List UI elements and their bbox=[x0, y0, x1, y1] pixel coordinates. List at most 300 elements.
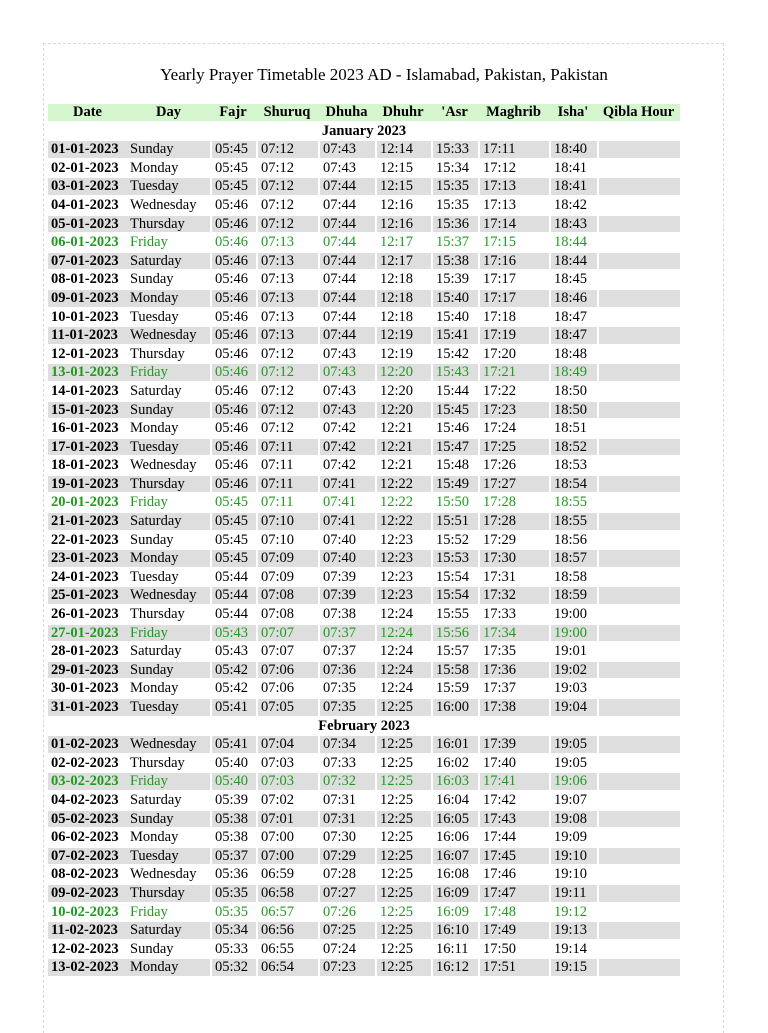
cell-fajr: 05:46 bbox=[210, 327, 256, 344]
cell-shuruq: 07:00 bbox=[256, 829, 318, 846]
cell-maghrib: 17:30 bbox=[478, 550, 549, 567]
cell-maghrib: 17:40 bbox=[478, 755, 549, 772]
cell-fajr: 05:43 bbox=[210, 643, 256, 660]
table-row bbox=[48, 253, 680, 270]
cell-date: 11-02-2023 bbox=[48, 922, 127, 939]
cell-maghrib: 17:26 bbox=[478, 457, 549, 474]
cell-asr: 15:57 bbox=[431, 643, 478, 660]
table-row bbox=[48, 680, 680, 697]
cell-dhuha: 07:39 bbox=[318, 569, 375, 586]
cell-fajr: 05:39 bbox=[210, 792, 256, 809]
header-fajr: Fajr bbox=[210, 104, 256, 121]
cell-fajr: 05:46 bbox=[210, 420, 256, 437]
cell-asr: 15:55 bbox=[431, 606, 478, 623]
cell-dhuhr: 12:25 bbox=[375, 848, 431, 865]
page-title: Yearly Prayer Timetable 2023 AD - Islamabad, Pakistan, Pakistan bbox=[160, 65, 608, 84]
cell-shuruq: 06:54 bbox=[256, 959, 318, 976]
cell-asr: 15:43 bbox=[431, 364, 478, 381]
cell-dhuha: 07:44 bbox=[318, 290, 375, 307]
cell-isha: 18:58 bbox=[549, 569, 597, 586]
cell-dhuha: 07:42 bbox=[318, 439, 375, 456]
cell-fajr: 05:46 bbox=[210, 234, 256, 251]
cell-fajr: 05:46 bbox=[210, 457, 256, 474]
table-row bbox=[48, 290, 680, 307]
cell-qibla-hour bbox=[597, 402, 680, 419]
cell-date: 09-02-2023 bbox=[48, 885, 127, 902]
header-date: Date bbox=[48, 104, 127, 121]
cell-dhuha: 07:24 bbox=[318, 941, 375, 958]
cell-dhuhr: 12:14 bbox=[375, 141, 431, 158]
cell-shuruq: 07:13 bbox=[256, 234, 318, 251]
cell-dhuhr: 12:25 bbox=[375, 885, 431, 902]
table-row bbox=[48, 755, 680, 772]
cell-dhuhr: 12:21 bbox=[375, 439, 431, 456]
cell-fajr: 05:45 bbox=[210, 550, 256, 567]
cell-dhuha: 07:35 bbox=[318, 699, 375, 716]
cell-maghrib: 17:48 bbox=[478, 904, 549, 921]
cell-dhuha: 07:43 bbox=[318, 160, 375, 177]
cell-date: 27-01-2023 bbox=[48, 625, 127, 642]
cell-dhuhr: 12:25 bbox=[375, 755, 431, 772]
cell-asr: 16:02 bbox=[431, 755, 478, 772]
cell-date: 08-01-2023 bbox=[48, 271, 127, 288]
cell-fajr: 05:45 bbox=[210, 494, 256, 511]
table-row bbox=[48, 773, 680, 790]
cell-qibla-hour bbox=[597, 271, 680, 288]
cell-date: 20-01-2023 bbox=[48, 494, 127, 511]
month-heading-row bbox=[48, 123, 680, 140]
cell-day: Friday bbox=[127, 364, 210, 381]
cell-asr: 16:03 bbox=[431, 773, 478, 790]
header-day: Day bbox=[127, 104, 210, 121]
cell-asr: 15:49 bbox=[431, 476, 478, 493]
cell-fajr: 05:41 bbox=[210, 699, 256, 716]
cell-qibla-hour bbox=[597, 811, 680, 828]
cell-dhuha: 07:44 bbox=[318, 216, 375, 233]
table-row bbox=[48, 383, 680, 400]
cell-date: 29-01-2023 bbox=[48, 662, 127, 679]
table-row bbox=[48, 848, 680, 865]
cell-isha: 18:49 bbox=[549, 364, 597, 381]
cell-date: 09-01-2023 bbox=[48, 290, 127, 307]
cell-asr: 16:09 bbox=[431, 885, 478, 902]
cell-day: Thursday bbox=[127, 346, 210, 363]
cell-isha: 19:06 bbox=[549, 773, 597, 790]
cell-asr: 15:46 bbox=[431, 420, 478, 437]
cell-date: 01-01-2023 bbox=[48, 141, 127, 158]
cell-date: 21-01-2023 bbox=[48, 513, 127, 530]
cell-dhuha: 07:40 bbox=[318, 550, 375, 567]
cell-dhuhr: 12:25 bbox=[375, 736, 431, 753]
cell-maghrib: 17:41 bbox=[478, 773, 549, 790]
cell-fajr: 05:35 bbox=[210, 904, 256, 921]
cell-asr: 15:54 bbox=[431, 569, 478, 586]
cell-asr: 16:00 bbox=[431, 699, 478, 716]
cell-qibla-hour bbox=[597, 513, 680, 530]
cell-dhuhr: 12:24 bbox=[375, 606, 431, 623]
cell-qibla-hour bbox=[597, 494, 680, 511]
cell-isha: 18:51 bbox=[549, 420, 597, 437]
cell-maghrib: 17:27 bbox=[478, 476, 549, 493]
cell-maghrib: 17:44 bbox=[478, 829, 549, 846]
cell-isha: 18:42 bbox=[549, 197, 597, 214]
cell-isha: 19:08 bbox=[549, 811, 597, 828]
cell-dhuha: 07:43 bbox=[318, 141, 375, 158]
cell-day: Sunday bbox=[127, 811, 210, 828]
cell-isha: 18:44 bbox=[549, 253, 597, 270]
cell-dhuhr: 12:25 bbox=[375, 922, 431, 939]
cell-day: Tuesday bbox=[127, 439, 210, 456]
cell-dhuha: 07:25 bbox=[318, 922, 375, 939]
cell-fajr: 05:42 bbox=[210, 662, 256, 679]
table-row bbox=[48, 941, 680, 958]
cell-isha: 18:52 bbox=[549, 439, 597, 456]
cell-dhuha: 07:44 bbox=[318, 178, 375, 195]
cell-qibla-hour bbox=[597, 792, 680, 809]
cell-shuruq: 07:13 bbox=[256, 309, 318, 326]
cell-qibla-hour bbox=[597, 457, 680, 474]
cell-maghrib: 17:20 bbox=[478, 346, 549, 363]
table-row bbox=[48, 532, 680, 549]
cell-maghrib: 17:17 bbox=[478, 290, 549, 307]
cell-shuruq: 07:09 bbox=[256, 550, 318, 567]
cell-maghrib: 17:31 bbox=[478, 569, 549, 586]
cell-isha: 19:07 bbox=[549, 792, 597, 809]
cell-isha: 18:47 bbox=[549, 327, 597, 344]
cell-day: Monday bbox=[127, 420, 210, 437]
table-row bbox=[48, 439, 680, 456]
cell-dhuhr: 12:16 bbox=[375, 216, 431, 233]
cell-isha: 18:56 bbox=[549, 532, 597, 549]
cell-date: 05-01-2023 bbox=[48, 216, 127, 233]
cell-qibla-hour bbox=[597, 160, 680, 177]
cell-qibla-hour bbox=[597, 141, 680, 158]
cell-qibla-hour bbox=[597, 439, 680, 456]
cell-isha: 18:53 bbox=[549, 457, 597, 474]
header-dhuha: Dhuha bbox=[318, 104, 375, 121]
cell-qibla-hour bbox=[597, 885, 680, 902]
cell-day: Friday bbox=[127, 625, 210, 642]
cell-asr: 15:51 bbox=[431, 513, 478, 530]
cell-maghrib: 17:34 bbox=[478, 625, 549, 642]
cell-date: 07-02-2023 bbox=[48, 848, 127, 865]
cell-isha: 18:57 bbox=[549, 550, 597, 567]
cell-maghrib: 17:12 bbox=[478, 160, 549, 177]
cell-date: 12-01-2023 bbox=[48, 346, 127, 363]
cell-date: 28-01-2023 bbox=[48, 643, 127, 660]
cell-maghrib: 17:14 bbox=[478, 216, 549, 233]
cell-dhuhr: 12:17 bbox=[375, 234, 431, 251]
header-qibla-hour: Qibla Hour bbox=[597, 104, 680, 121]
cell-dhuhr: 12:24 bbox=[375, 643, 431, 660]
cell-fajr: 05:45 bbox=[210, 513, 256, 530]
cell-dhuhr: 12:25 bbox=[375, 773, 431, 790]
cell-maghrib: 17:23 bbox=[478, 402, 549, 419]
cell-qibla-hour bbox=[597, 364, 680, 381]
cell-fajr: 05:46 bbox=[210, 476, 256, 493]
cell-date: 26-01-2023 bbox=[48, 606, 127, 623]
cell-fajr: 05:46 bbox=[210, 290, 256, 307]
cell-isha: 18:41 bbox=[549, 160, 597, 177]
cell-fajr: 05:35 bbox=[210, 885, 256, 902]
cell-day: Sunday bbox=[127, 141, 210, 158]
month-heading-row bbox=[48, 718, 680, 735]
cell-day: Tuesday bbox=[127, 569, 210, 586]
cell-isha: 19:10 bbox=[549, 866, 597, 883]
cell-qibla-hour bbox=[597, 197, 680, 214]
cell-qibla-hour bbox=[597, 606, 680, 623]
cell-maghrib: 17:24 bbox=[478, 420, 549, 437]
cell-qibla-hour bbox=[597, 922, 680, 939]
cell-date: 16-01-2023 bbox=[48, 420, 127, 437]
cell-day: Friday bbox=[127, 904, 210, 921]
cell-date: 04-02-2023 bbox=[48, 792, 127, 809]
cell-day: Wednesday bbox=[127, 736, 210, 753]
cell-asr: 16:10 bbox=[431, 922, 478, 939]
cell-dhuha: 07:35 bbox=[318, 680, 375, 697]
cell-dhuhr: 12:22 bbox=[375, 476, 431, 493]
cell-maghrib: 17:42 bbox=[478, 792, 549, 809]
cell-dhuhr: 12:23 bbox=[375, 550, 431, 567]
prayer-timetable bbox=[48, 102, 680, 978]
cell-shuruq: 07:13 bbox=[256, 327, 318, 344]
cell-date: 30-01-2023 bbox=[48, 680, 127, 697]
cell-dhuha: 07:36 bbox=[318, 662, 375, 679]
cell-maghrib: 17:38 bbox=[478, 699, 549, 716]
cell-qibla-hour bbox=[597, 234, 680, 251]
cell-asr: 16:08 bbox=[431, 866, 478, 883]
cell-day: Thursday bbox=[127, 885, 210, 902]
table-row bbox=[48, 792, 680, 809]
cell-isha: 19:12 bbox=[549, 904, 597, 921]
cell-fajr: 05:46 bbox=[210, 439, 256, 456]
cell-qibla-hour bbox=[597, 866, 680, 883]
cell-maghrib: 17:22 bbox=[478, 383, 549, 400]
cell-dhuhr: 12:23 bbox=[375, 532, 431, 549]
cell-qibla-hour bbox=[597, 253, 680, 270]
cell-maghrib: 17:32 bbox=[478, 587, 549, 604]
cell-shuruq: 07:13 bbox=[256, 271, 318, 288]
cell-isha: 19:13 bbox=[549, 922, 597, 939]
cell-dhuhr: 12:24 bbox=[375, 662, 431, 679]
cell-shuruq: 07:13 bbox=[256, 290, 318, 307]
cell-qibla-hour bbox=[597, 327, 680, 344]
cell-date: 15-01-2023 bbox=[48, 402, 127, 419]
cell-qibla-hour bbox=[597, 699, 680, 716]
cell-dhuha: 07:44 bbox=[318, 327, 375, 344]
cell-isha: 19:00 bbox=[549, 606, 597, 623]
table-row bbox=[48, 346, 680, 363]
cell-dhuhr: 12:24 bbox=[375, 680, 431, 697]
cell-isha: 18:50 bbox=[549, 402, 597, 419]
cell-qibla-hour bbox=[597, 550, 680, 567]
cell-shuruq: 07:11 bbox=[256, 457, 318, 474]
cell-fajr: 05:42 bbox=[210, 680, 256, 697]
cell-shuruq: 07:08 bbox=[256, 587, 318, 604]
cell-asr: 15:41 bbox=[431, 327, 478, 344]
cell-date: 25-01-2023 bbox=[48, 587, 127, 604]
cell-dhuhr: 12:25 bbox=[375, 829, 431, 846]
table-header-row bbox=[48, 104, 680, 121]
cell-asr: 15:42 bbox=[431, 346, 478, 363]
table-row bbox=[48, 476, 680, 493]
cell-shuruq: 07:02 bbox=[256, 792, 318, 809]
cell-fajr: 05:32 bbox=[210, 959, 256, 976]
cell-shuruq: 07:12 bbox=[256, 178, 318, 195]
cell-asr: 15:38 bbox=[431, 253, 478, 270]
cell-shuruq: 07:07 bbox=[256, 625, 318, 642]
cell-dhuha: 07:42 bbox=[318, 457, 375, 474]
cell-date: 12-02-2023 bbox=[48, 941, 127, 958]
cell-shuruq: 07:13 bbox=[256, 253, 318, 270]
cell-fajr: 05:41 bbox=[210, 736, 256, 753]
cell-dhuha: 07:44 bbox=[318, 234, 375, 251]
cell-date: 01-02-2023 bbox=[48, 736, 127, 753]
cell-qibla-hour bbox=[597, 736, 680, 753]
cell-day: Wednesday bbox=[127, 457, 210, 474]
cell-day: Tuesday bbox=[127, 309, 210, 326]
cell-qibla-hour bbox=[597, 755, 680, 772]
cell-day: Monday bbox=[127, 680, 210, 697]
cell-asr: 16:09 bbox=[431, 904, 478, 921]
cell-day: Friday bbox=[127, 494, 210, 511]
cell-day: Thursday bbox=[127, 216, 210, 233]
cell-fajr: 05:34 bbox=[210, 922, 256, 939]
cell-fajr: 05:45 bbox=[210, 178, 256, 195]
cell-isha: 18:59 bbox=[549, 587, 597, 604]
cell-date: 11-01-2023 bbox=[48, 327, 127, 344]
table-row bbox=[48, 141, 680, 158]
cell-date: 05-02-2023 bbox=[48, 811, 127, 828]
cell-asr: 15:35 bbox=[431, 197, 478, 214]
cell-maghrib: 17:51 bbox=[478, 959, 549, 976]
cell-isha: 18:54 bbox=[549, 476, 597, 493]
cell-shuruq: 07:08 bbox=[256, 606, 318, 623]
cell-fajr: 05:45 bbox=[210, 532, 256, 549]
cell-day: Monday bbox=[127, 290, 210, 307]
table-row bbox=[48, 327, 680, 344]
table-row bbox=[48, 922, 680, 939]
cell-day: Sunday bbox=[127, 271, 210, 288]
cell-dhuha: 07:41 bbox=[318, 494, 375, 511]
cell-date: 06-02-2023 bbox=[48, 829, 127, 846]
cell-dhuha: 07:26 bbox=[318, 904, 375, 921]
table-body bbox=[48, 123, 680, 976]
cell-dhuha: 07:31 bbox=[318, 792, 375, 809]
cell-dhuha: 07:41 bbox=[318, 476, 375, 493]
cell-shuruq: 07:12 bbox=[256, 141, 318, 158]
cell-fajr: 05:46 bbox=[210, 346, 256, 363]
cell-shuruq: 07:09 bbox=[256, 569, 318, 586]
cell-shuruq: 07:12 bbox=[256, 364, 318, 381]
table-row bbox=[48, 606, 680, 623]
cell-qibla-hour bbox=[597, 829, 680, 846]
cell-isha: 19:14 bbox=[549, 941, 597, 958]
cell-dhuha: 07:43 bbox=[318, 402, 375, 419]
cell-shuruq: 06:59 bbox=[256, 866, 318, 883]
cell-fajr: 05:46 bbox=[210, 364, 256, 381]
cell-isha: 18:47 bbox=[549, 309, 597, 326]
cell-shuruq: 07:12 bbox=[256, 402, 318, 419]
cell-qibla-hour bbox=[597, 643, 680, 660]
cell-date: 23-01-2023 bbox=[48, 550, 127, 567]
cell-isha: 19:04 bbox=[549, 699, 597, 716]
cell-dhuhr: 12:21 bbox=[375, 420, 431, 437]
cell-dhuhr: 12:15 bbox=[375, 178, 431, 195]
cell-maghrib: 17:45 bbox=[478, 848, 549, 865]
cell-fajr: 05:46 bbox=[210, 309, 256, 326]
table-row bbox=[48, 494, 680, 511]
cell-fajr: 05:45 bbox=[210, 141, 256, 158]
cell-day: Sunday bbox=[127, 532, 210, 549]
table-row bbox=[48, 271, 680, 288]
cell-date: 07-01-2023 bbox=[48, 253, 127, 270]
cell-date: 31-01-2023 bbox=[48, 699, 127, 716]
cell-date: 17-01-2023 bbox=[48, 439, 127, 456]
cell-day: Wednesday bbox=[127, 587, 210, 604]
cell-asr: 16:05 bbox=[431, 811, 478, 828]
cell-asr: 15:56 bbox=[431, 625, 478, 642]
cell-day: Sunday bbox=[127, 402, 210, 419]
cell-isha: 19:05 bbox=[549, 755, 597, 772]
table-row bbox=[48, 234, 680, 251]
cell-day: Saturday bbox=[127, 922, 210, 939]
cell-dhuhr: 12:25 bbox=[375, 811, 431, 828]
cell-isha: 18:55 bbox=[549, 494, 597, 511]
cell-dhuhr: 12:25 bbox=[375, 941, 431, 958]
cell-fajr: 05:44 bbox=[210, 606, 256, 623]
cell-maghrib: 17:46 bbox=[478, 866, 549, 883]
table-row bbox=[48, 959, 680, 976]
cell-asr: 15:39 bbox=[431, 271, 478, 288]
cell-maghrib: 17:43 bbox=[478, 811, 549, 828]
cell-dhuhr: 12:23 bbox=[375, 587, 431, 604]
cell-isha: 19:01 bbox=[549, 643, 597, 660]
cell-date: 19-01-2023 bbox=[48, 476, 127, 493]
cell-dhuha: 07:40 bbox=[318, 532, 375, 549]
cell-maghrib: 17:28 bbox=[478, 494, 549, 511]
cell-date: 14-01-2023 bbox=[48, 383, 127, 400]
cell-date: 04-01-2023 bbox=[48, 197, 127, 214]
cell-fajr: 05:38 bbox=[210, 811, 256, 828]
cell-asr: 15:40 bbox=[431, 290, 478, 307]
cell-shuruq: 07:12 bbox=[256, 197, 318, 214]
cell-qibla-hour bbox=[597, 587, 680, 604]
cell-isha: 19:15 bbox=[549, 959, 597, 976]
cell-maghrib: 17:47 bbox=[478, 885, 549, 902]
cell-qibla-hour bbox=[597, 383, 680, 400]
table-row bbox=[48, 569, 680, 586]
cell-shuruq: 07:07 bbox=[256, 643, 318, 660]
cell-isha: 18:43 bbox=[549, 216, 597, 233]
cell-shuruq: 07:12 bbox=[256, 160, 318, 177]
cell-dhuhr: 12:25 bbox=[375, 866, 431, 883]
cell-day: Wednesday bbox=[127, 197, 210, 214]
cell-dhuha: 07:44 bbox=[318, 253, 375, 270]
cell-maghrib: 17:39 bbox=[478, 736, 549, 753]
cell-fajr: 05:37 bbox=[210, 848, 256, 865]
cell-qibla-hour bbox=[597, 532, 680, 549]
month-heading: February 2023 bbox=[48, 718, 680, 735]
cell-dhuhr: 12:15 bbox=[375, 160, 431, 177]
cell-date: 03-01-2023 bbox=[48, 178, 127, 195]
cell-shuruq: 07:11 bbox=[256, 476, 318, 493]
cell-day: Wednesday bbox=[127, 866, 210, 883]
cell-shuruq: 07:03 bbox=[256, 773, 318, 790]
cell-maghrib: 17:11 bbox=[478, 141, 549, 158]
cell-dhuhr: 12:17 bbox=[375, 253, 431, 270]
cell-asr: 16:01 bbox=[431, 736, 478, 753]
